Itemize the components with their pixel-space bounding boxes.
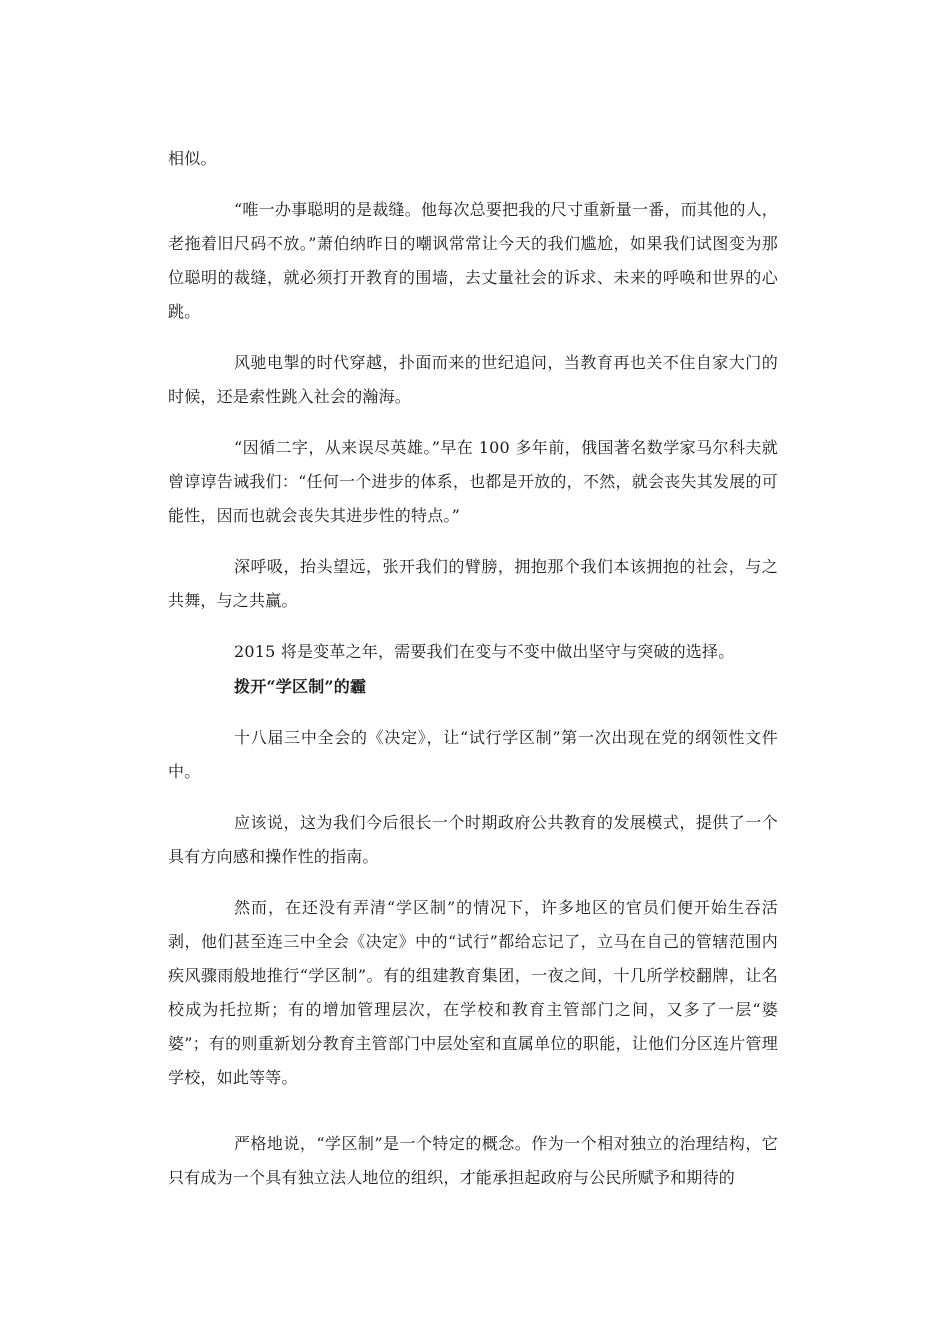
paragraph-officials-rush: 然而，在还没有弄清“学区制”的情况下，许多地区的官员们便开始生吞活剥，他们甚至连三中全会《决定》中的“试行”都给忘记了，立马在自己的管辖范围内疾风骤雨般地推行“学区制”。有的组建教育集团，一夜之间，十几所学校翻牌，让名校成为托拉斯；有的增加管理层次，在学校和教育主管部门之间，又多了一层“婆婆”；有的则重新划分教育主管部门中层处室和直属单位的职能，让他们分区连片管理学校，如此等等。 <box>168 898 778 1087</box>
paragraph-tailor-quote: “唯一办事聪明的是裁缝。他每次总要把我的尺寸重新量一番，而其他的人，老拖着旧尺码不放。”萧伯纳昨日的嘲讽常常让今天的我们尴尬，如果我们试图变为那位聪明的裁缝，就必须打开教育的围墙，去丈量社会的诉求、未来的呼唤和世界的心跳。 <box>168 200 778 321</box>
paragraph-markov-quote: “因循二字，从来误尽英雄。”早在 100 多年前，俄国著名数学家马尔科夫就曾谆谆告诫我们：“任何一个进步的体系，也都是开放的，不然，就会丧失其发展的可能性，因而也就会丧失其进步性的特点。” <box>168 438 778 525</box>
paragraph-year-of-reform: 2015 将是变革之年，需要我们在变与不变中做出坚守与突破的选择。 <box>234 642 735 661</box>
paragraph-guidance: 应该说，这为我们今后很长一个时期政府公共教育的发展模式，提供了一个具有方向感和操作性的指南。 <box>168 813 778 866</box>
paragraph-continuation: 相似。 <box>168 149 217 168</box>
paragraph-era-question: 风驰电掣的时代穿越，扑面而来的世纪追问，当教育再也关不住自家大门的时候，还是索性跳入社会的瀚海。 <box>168 353 778 406</box>
paragraph-strict-definition: 严格地说，“学区制”是一个特定的概念。作为一个相对独立的治理结构，它只有成为一个具有独立法人地位的组织，才能承担起政府与公民所赋予和期待的 <box>168 1134 778 1187</box>
section-heading: 拨开“学区制”的霾 <box>234 677 367 696</box>
paragraph-embrace-society: 深呼吸，抬头望远，张开我们的臂膀，拥抱那个我们本该拥抱的社会，与之共舞，与之共赢。 <box>168 557 778 610</box>
paragraph-third-plenum: 十八届三中全会的《决定》，让“试行学区制”第一次出现在党的纲领性文件中。 <box>168 728 778 781</box>
